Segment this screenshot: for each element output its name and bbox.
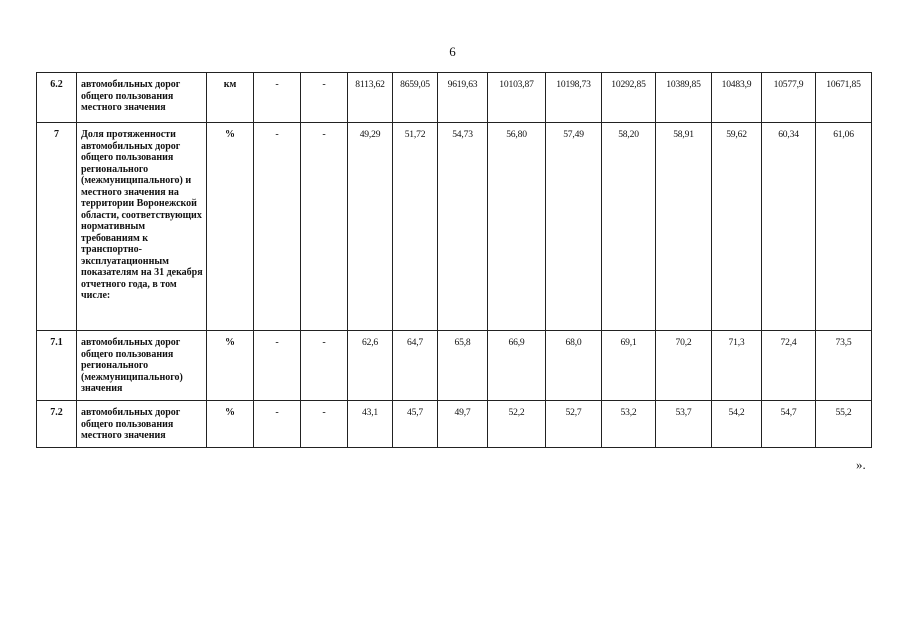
value-cell: 69,1 [602, 331, 656, 401]
unit-cell: % [207, 331, 254, 401]
value-cell: 57,49 [546, 123, 602, 331]
empty-value-cell: - [254, 73, 301, 123]
value-cell: 51,72 [393, 123, 438, 331]
value-cell: 8659,05 [393, 73, 438, 123]
value-cell: 61,06 [816, 123, 872, 331]
value-cell: 54,73 [438, 123, 488, 331]
unit-cell: % [207, 123, 254, 331]
value-cell: 52,7 [546, 401, 602, 448]
empty-value-cell: - [301, 123, 348, 331]
value-cell: 72,4 [762, 331, 816, 401]
closing-quote-mark: ». [856, 457, 866, 472]
value-cell: 66,9 [488, 331, 546, 401]
value-cell: 59,62 [712, 123, 762, 331]
unit-cell: % [207, 401, 254, 448]
empty-value-cell: - [254, 401, 301, 448]
row-number-cell: 6.2 [37, 73, 77, 123]
value-cell: 10483,9 [712, 73, 762, 123]
table-row [37, 401, 872, 448]
value-cell: 62,6 [348, 331, 393, 401]
value-cell: 68,0 [546, 331, 602, 401]
value-cell: 58,20 [602, 123, 656, 331]
value-cell: 54,2 [712, 401, 762, 448]
value-cell: 54,7 [762, 401, 816, 448]
indicator-name-cell: Доля протяженности автомобильных дорог общего пользования регионального (межмуниципального) и местного значения на территории Воронежской области, соответствующих нормативным требованиям к транспортно-эксплуатационным показателям на 31 декабря отчетного года, в том числе: [77, 123, 207, 331]
indicator-table [36, 72, 872, 448]
value-cell: 10198,73 [546, 73, 602, 123]
value-cell: 8113,62 [348, 73, 393, 123]
row-number-cell: 7.2 [37, 401, 77, 448]
value-cell: 10103,87 [488, 73, 546, 123]
value-cell: 58,91 [656, 123, 712, 331]
empty-value-cell: - [301, 73, 348, 123]
row-number-cell: 7 [37, 123, 77, 331]
table-row [37, 331, 872, 401]
value-cell: 53,7 [656, 401, 712, 448]
value-cell: 56,80 [488, 123, 546, 331]
value-cell: 64,7 [393, 331, 438, 401]
table-row [37, 73, 872, 123]
table-row [37, 123, 872, 331]
empty-value-cell: - [254, 123, 301, 331]
value-cell: 53,2 [602, 401, 656, 448]
value-cell: 45,7 [393, 401, 438, 448]
page-number: 6 [449, 44, 456, 59]
value-cell: 73,5 [816, 331, 872, 401]
indicator-name-cell: автомобильных дорог общего пользования местного значения [77, 401, 207, 448]
value-cell: 9619,63 [438, 73, 488, 123]
indicator-name-cell: автомобильных дорог общего пользования местного значения [77, 73, 207, 123]
value-cell: 49,29 [348, 123, 393, 331]
value-cell: 55,2 [816, 401, 872, 448]
value-cell: 65,8 [438, 331, 488, 401]
unit-cell: км [207, 73, 254, 123]
value-cell: 71,3 [712, 331, 762, 401]
value-cell: 52,2 [488, 401, 546, 448]
value-cell: 10577,9 [762, 73, 816, 123]
empty-value-cell: - [301, 401, 348, 448]
empty-value-cell: - [254, 331, 301, 401]
row-number-cell: 7.1 [37, 331, 77, 401]
empty-value-cell: - [301, 331, 348, 401]
value-cell: 10292,85 [602, 73, 656, 123]
value-cell: 70,2 [656, 331, 712, 401]
value-cell: 10671,85 [816, 73, 872, 123]
value-cell: 10389,85 [656, 73, 712, 123]
value-cell: 43,1 [348, 401, 393, 448]
indicator-name-cell: автомобильных дорог общего пользования регионального (межмуниципального) значения [77, 331, 207, 401]
value-cell: 49,7 [438, 401, 488, 448]
value-cell: 60,34 [762, 123, 816, 331]
